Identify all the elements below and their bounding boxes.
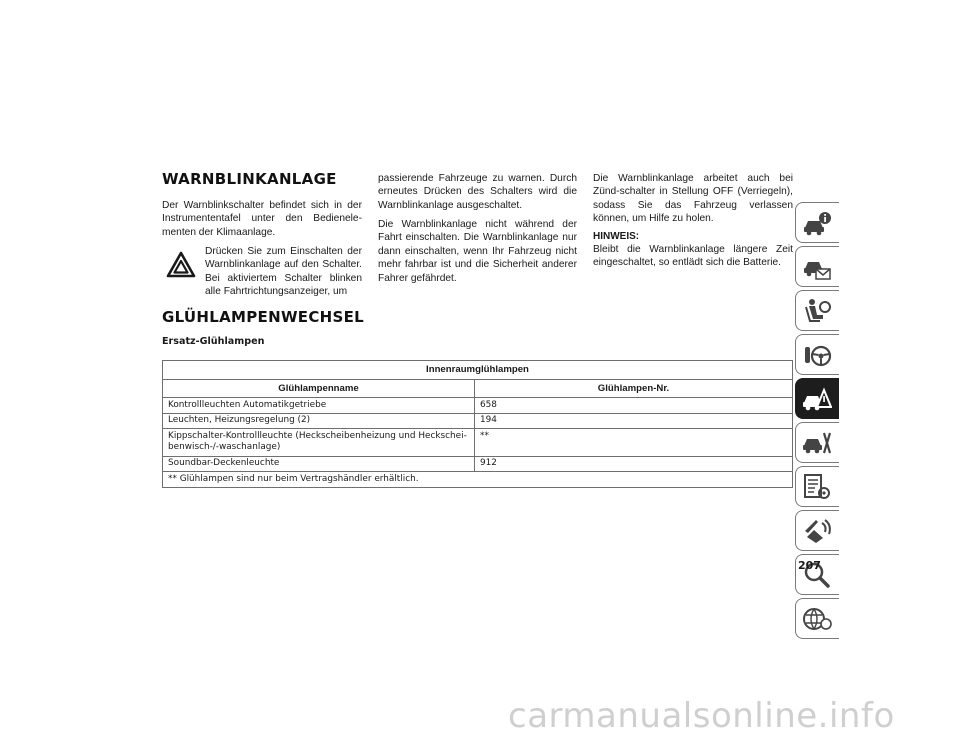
chapter-tab-rail	[795, 202, 841, 642]
car-service-tools-icon	[802, 429, 832, 457]
language-icon	[802, 605, 832, 633]
chapter-tab-language[interactable]	[795, 598, 839, 639]
hazard-car-icon	[802, 385, 832, 413]
table-row	[163, 456, 793, 472]
table-caption: Innenraumglühlampen	[163, 361, 793, 380]
chapter-tab-car-mail[interactable]	[795, 246, 839, 287]
section-subtitle-spare-bulbs: Ersatz-Glühlampen	[162, 336, 265, 347]
column-header-name: Glühlampenname	[163, 379, 475, 398]
bulb-number: 658	[475, 398, 793, 414]
hazard-icon-text: Drücken Sie zum Einschalten der Warnblinkanlage auf den Schalter. Bei aktiviertem Schalter blinken alle Fahrtrichtungsanzeiger, um	[205, 246, 362, 298]
bulb-number: 194	[475, 413, 793, 429]
hazard-intro-text: Der Warnblinkschalter befindet sich in der Instrumententafel unter den Bedienele-menten der Klimaanlage.	[162, 200, 362, 238]
bulb-name: Kontrollleuchten Automatikgetriebe	[163, 398, 475, 414]
car-info-icon	[802, 209, 832, 237]
bulb-name: Soundbar-Deckenleuchte	[163, 456, 475, 472]
table-row	[163, 413, 793, 429]
bulb-name: Kippschalter-Kontrollleuchte (Heckscheibenheizung und Heckschei-benwisch-/-waschanlage)	[163, 429, 475, 456]
car-mail-icon	[802, 253, 832, 281]
section-title-bulbs: GLÜHLAMPENWECHSEL	[162, 308, 365, 326]
maintenance-checklist-icon	[802, 473, 832, 501]
chapter-tab-hazard[interactable]	[795, 378, 839, 419]
hazard-warning-icon	[166, 251, 196, 278]
chapter-tab-maintenance[interactable]	[795, 466, 839, 507]
note-label: HINWEIS:	[593, 231, 640, 242]
column-header-number: Glühlampen-Nr.	[475, 379, 793, 398]
hazard-col3-para1: Die Warnblinkanlage arbeitet auch bei Zünd-schalter in Stellung OFF (Verriegeln), sodass Sie das Fahrzeug verlassen können, um Hilfe zu holen.	[593, 173, 793, 225]
steering-wheel-icon	[802, 341, 832, 369]
interior-bulbs-table	[162, 360, 793, 488]
table-row	[163, 429, 793, 456]
chapter-tab-multimedia[interactable]	[795, 510, 839, 551]
bulb-number: **	[475, 429, 793, 456]
chapter-tab-steering[interactable]	[795, 334, 839, 375]
chapter-tab-service-tools[interactable]	[795, 422, 839, 463]
page-number: 207	[798, 559, 821, 572]
section-title-hazard: WARNBLINKANLAGE	[162, 170, 337, 188]
multimedia-icon	[802, 517, 832, 545]
bulb-number: 912	[475, 456, 793, 472]
table-footnote: ** Glühlampen sind nur beim Vertragshändler erhältlich.	[163, 472, 793, 488]
bulb-name: Leuchten, Heizungsregelung (2)	[163, 413, 475, 429]
seat-airbag-icon	[802, 297, 832, 325]
watermark-text: carmanualsonline.info	[508, 696, 895, 736]
hazard-col2-para1: passierende Fahrzeuge zu warnen. Durch erneutes Drücken des Schalters wird die Warnblinkanlage ausgeschaltet.	[378, 173, 577, 211]
hazard-col2-para2: Die Warnblinkanlage nicht während der Fahrt einschalten. Die Warnblinkanlage nur dann einschalten, wenn Ihr Fahrzeug nicht mehr fahrbar ist und die Sicherheit anderer Fahrer gefährdet.	[378, 219, 577, 284]
chapter-tab-seat-airbag[interactable]	[795, 290, 839, 331]
note-text: Bleibt die Warnblinkanlage längere Zeit eingeschaltet, so entlädt sich die Batterie.	[593, 244, 793, 269]
chapter-tab-car-info[interactable]	[795, 202, 839, 243]
table-row	[163, 398, 793, 414]
